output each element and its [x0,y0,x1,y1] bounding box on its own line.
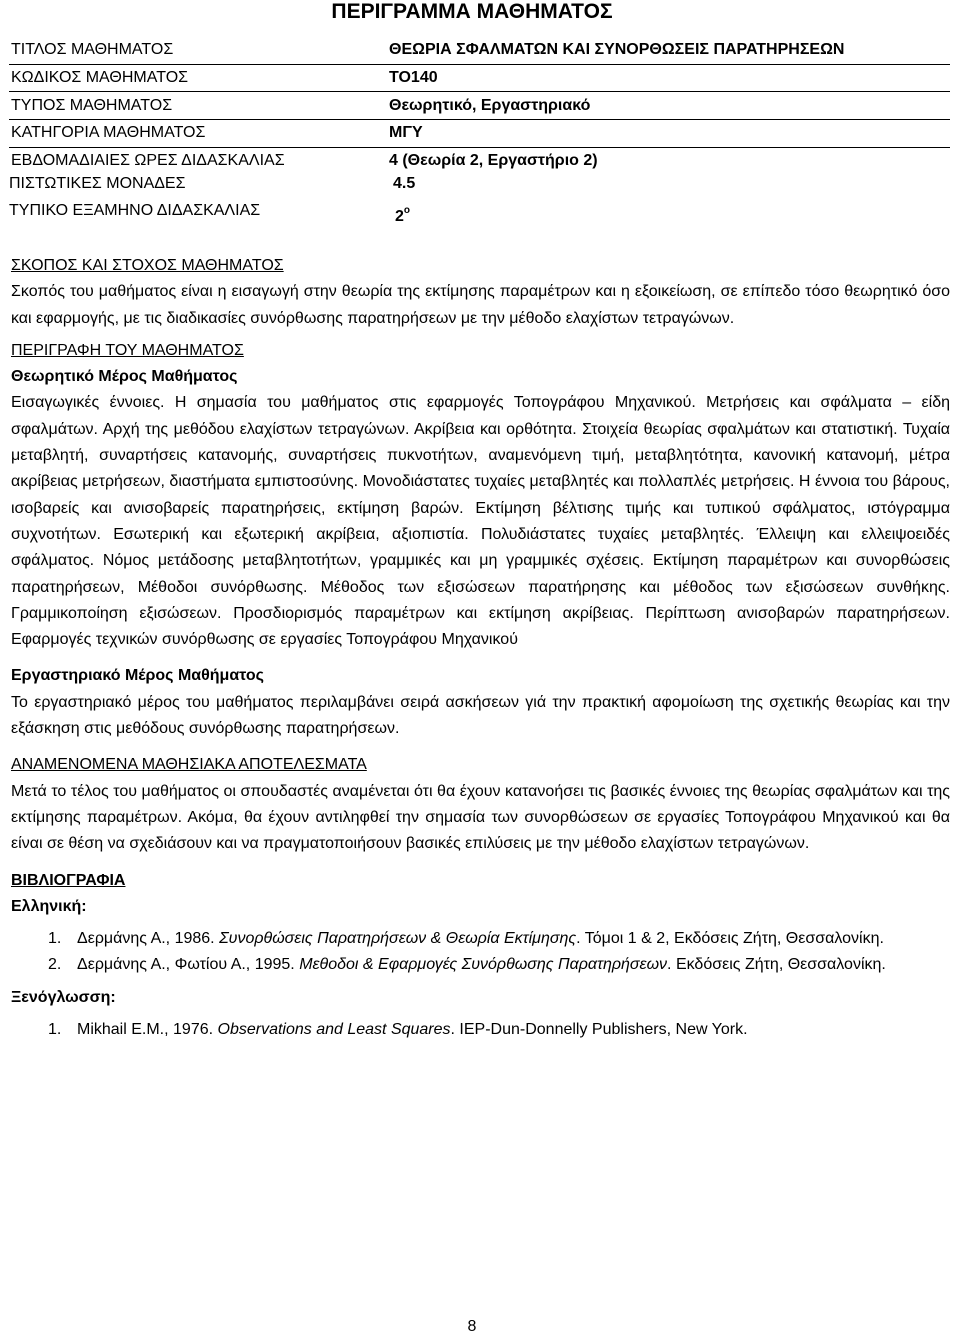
reference-item: 1. Δερμάνης Α., 1986. Συνορθώσεις Παρατηρήσεων & Θεωρία Εκτίμησης. Τόμοι 1 & 2, Εκδόσεις Ζήτη, Θεσσαλονίκη. [48,930,884,948]
greek-refs-heading: Ελληνική: [11,897,87,915]
info-row-semester [9,198,411,225]
greek-refs-list [11,926,950,979]
page-title: ΠΕΡΙΓΡΑΜΜΑ ΜΑΘΗΜΑΤΟΣ [331,0,613,23]
bibliography-heading: ΒΙΒΛΙΟΓΡΑΦΙΑ [11,871,126,889]
info-value: ΤΟ140 [387,64,950,92]
page-number: 8 [467,1318,477,1335]
outcomes-text: Μετά το τέλος του μαθήματος οι σπουδαστές αναμένεται ότι θα έχουν κατανοήσει τις βασικές έννοιες της θεωρίας σφαλμάτων και της εκτίμησης παραμέτρων. Ακόμα, θα έχουν αντιληφθεί την σημασία των συνορθώσεων σε εργασίες Τοπογράφου Μηχανικού και θα είναι σε θέση να σχεδιάσουν και να πραγματοποιήσουν βασικές επιλύσεις με την μέθοδο ελαχίστων τετραγώνων. [11,782,950,853]
reference-item: 2. Δερμάνης Α., Φωτίου Α., 1995. Μεθοδοι & Εφαρμογές Συνόρθωσης Παρατηρήσεων. Εκδόσεις Ζήτη, Θεσσαλονίκη. [48,956,886,974]
info-value: 4 (Θεωρία 2, Εργαστήριο 2) [387,147,950,174]
info-row-title [9,37,950,64]
info-key: ΤΥΠΙΚΟ ΕΞΑΜΗΝΟ ΔΙΔΑΣΚΑΛΙΑΣ [9,202,261,219]
reference-item: 1. Mikhail E.M., 1976. Observations and Least Squares. IEP-Dun-Donnelly Publishers, New York. [48,1021,748,1039]
theory-text: Εισαγωγικές έννοιες. Η σημασία του μαθήματος στις εφαρμογές Τοπογράφου Μηχανικού. Μετρήσεις και σφάλματα – είδη σφαλμάτων. Αρχή της μεθόδου ελαχίστων τετραγώνων. Ακρίβεια και ορθότητα. Στοιχεία θεωρίας σφαλμάτων και στατιστική. Τυχαία μεταβλητή, συναρτήσεις κατανομής, συναρτήσεις πυκνοτήτων, αναμενόμενη τιμή, μεταβλητότητα, κανονική κατανομή, μέτρα ακρίβειας μετρήσεων, διαστήματα εμπιστοσύνης. Μονοδιάστατες τυχαίες μεταβλητές και πολλαπλές μετρήσεις. Η έννοια του βάρους, ισοβαρείς και ανισοβαρείς παρατηρήσεις, εκτίμηση βαρών. Εκτίμηση βέλτισης τιμής και τυπικού σφάλματος, ιστόγραμμα συχνοτήτων. Εσωτερική και εξωτερική ακρίβεια, αξιοπιστία. Πολυδιάστατες τυχαίες μεταβλητές. Έλλειψη και ελλειψοειδές σφάλματος. Νόμος μετάδοσης μεταβλητοτήτων, γραμμικές και μη γραμμικές σχέσεις. Εκτίμηση παραμέτρων και συνορθώσεις παρατηρήσεων, Μέθοδοι συνόρθωσης. Μέθοδος των εξισώσεων παρατήρησης και μέθοδος των εξισώσεων συνθήκης. Γραμμικοποίηση εξισώσεων. Προσδιορισμός παραμέτρων και εκτίμηση ακρίβειας. Περίπτωση ανισοβαρών παρατηρήσεων. Εφαρμογές τεχνικών συνόρθωσης σε εργασίες Τοπογράφου Μηχανικού [11,394,950,649]
theory-heading: Θεωρητικό Μέρος Μαθήματος [11,368,238,386]
description-heading: ΠΕΡΙΓΡΑΦΗ ΤΟΥ ΜΑΘΗΜΑΤΟΣ [11,341,244,359]
outcomes-heading: ΑΝΑΜΕΝΟΜΕΝΑ ΜΑΘΗΣΙΑΚΑ ΑΠΟΤΕΛΕΣΜΑΤΑ [11,756,367,774]
aim-heading: ΣΚΟΠΟΣ ΚΑΙ ΣΤΟΧΟΣ ΜΑΘΗΜΑΤΟΣ [11,257,284,274]
info-row-code [9,64,950,92]
info-row-type [9,92,950,120]
info-key: ΚΩΔΙΚΟΣ ΜΑΘΗΜΑΤΟΣ [9,64,387,92]
info-key: ΤΥΠΟΣ ΜΑΘΗΜΑΤΟΣ [9,92,387,120]
info-value: ΜΓΥ [387,120,950,148]
info-key: ΕΒΔΟΜΑΔΙΑΙΕΣ ΩΡΕΣ ΔΙΔΑΣΚΑΛΙΑΣ [9,147,387,174]
info-value: ΘΕΩΡΙΑ ΣΦΑΛΜΑΤΩΝ ΚΑΙ ΣΥΝΟΡΘΩΣΕΙΣ ΠΑΡΑΤΗΡΗΣΕΩΝ [389,41,845,59]
info-value: Θεωρητικό, Εργαστηριακό [387,92,950,120]
main-content [11,253,950,1043]
lab-text: Το εργαστηριακό μέρος του μαθήματος περιλαμβάνει σειρά ασκήσεων γιά την πρακτική αφομοίωση της σχετικής θεωρίας και την εξάσκηση στις μεθόδους συνόρθωσης παρατηρήσεων. [11,693,950,738]
aim-text: Σκοπός του μαθήματος είναι η εισαγωγή στην θεωρία της εκτίμησης παραμέτρων και η εξοικείωση, σε επίπεδο τόσο θεωρητικό όσο και εφαρμογής, με τις διαδικασίες συνόρθωσης παρατηρήσεων με την μέθοδο ελαχίστων τετραγώνων. [11,283,950,327]
info-key: ΚΑΤΗΓΟΡΙΑ ΜΑΘΗΜΑΤΟΣ [9,120,387,148]
info-key: ΤΙΤΛΟΣ ΜΑΘΗΜΑΤΟΣ [11,41,174,59]
info-value: 4.5 [393,175,416,192]
lab-heading: Εργαστηριακό Μέρος Μαθήματος [11,667,264,685]
course-info-table [9,37,950,174]
foreign-refs-list [11,1017,950,1043]
info-row-credits [9,171,416,197]
info-row-category [9,120,950,148]
info-key: ΠΙΣΤΩΤΙΚΕΣ ΜΟΝΑΔΕΣ [9,175,186,192]
foreign-refs-heading: Ξενόγλωσση: [11,988,116,1006]
info-value: $2^o$ [395,205,411,225]
